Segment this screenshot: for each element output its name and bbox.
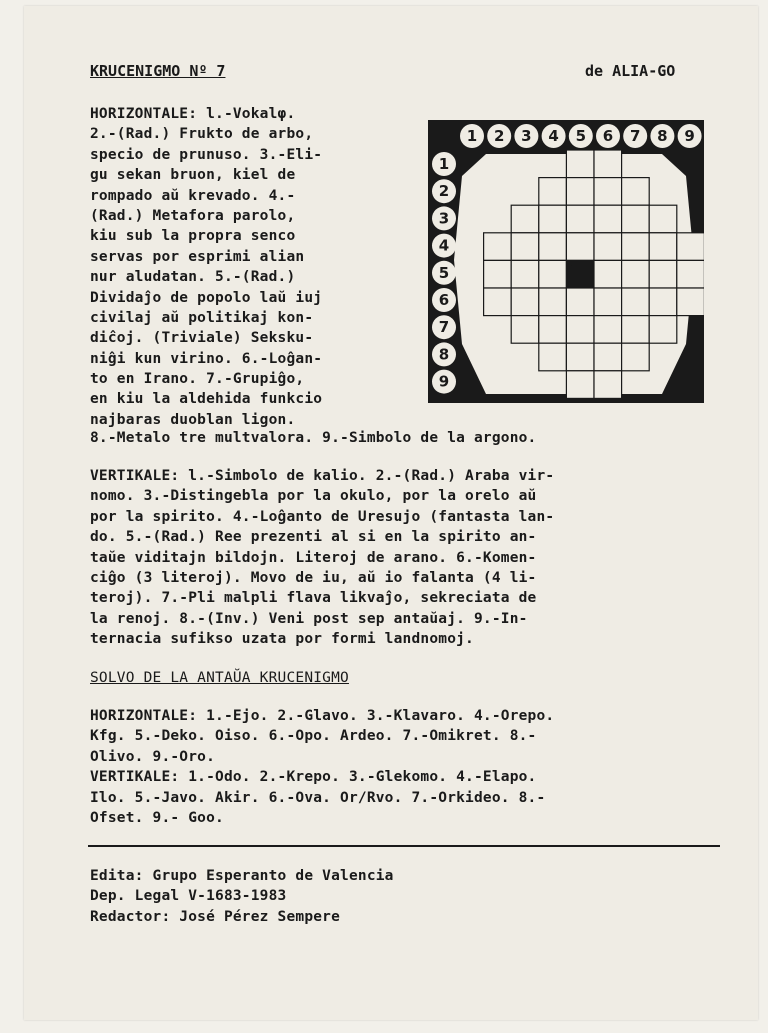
grid-cell bbox=[649, 260, 677, 288]
grid-cell bbox=[539, 316, 567, 344]
author: de ALIA-GO bbox=[585, 62, 676, 80]
clue-line: teroj). 7.-Pli malpli flava likvaĵo, sekreciata de bbox=[90, 590, 537, 607]
column-number: 1 bbox=[466, 127, 478, 145]
grid-cell bbox=[594, 150, 622, 178]
grid-cell bbox=[566, 233, 594, 261]
clue-line: kiu sub la propra senco bbox=[90, 228, 296, 245]
grid-cell bbox=[484, 288, 512, 316]
clue-line: por la spirito. 4.-Loĝanto de Uresujo (fantasta lan- bbox=[90, 508, 555, 525]
row-number: 3 bbox=[438, 209, 450, 228]
solvo-line: Ilo. 5.-Javo. Akir. 6.-Ova. Or/Rvo. 7.-Orkideo. 8.- bbox=[90, 789, 546, 806]
grid-cell bbox=[539, 343, 567, 371]
grid-cell bbox=[566, 178, 594, 206]
clue-line: to en Irano. 7.-Grupiĝo, bbox=[90, 371, 305, 388]
clue-line: do. 5.-(Rad.) Ree prezenti al si en la spirito an- bbox=[90, 529, 537, 546]
horizontale-clues bbox=[90, 104, 414, 430]
column-number: 4 bbox=[548, 127, 559, 145]
grid-cell bbox=[622, 178, 650, 206]
solvo-line: Ofset. 9.- Goo. bbox=[90, 809, 224, 826]
clue-line: nomo. 3.-Distingebla por la okulo, por la orelo aŭ bbox=[90, 488, 537, 505]
grid-cell bbox=[539, 233, 567, 261]
row-number: 9 bbox=[438, 372, 450, 391]
footer bbox=[90, 866, 394, 927]
grid-cell bbox=[566, 150, 594, 178]
grid-cell bbox=[566, 316, 594, 344]
clue-line: VERTIKALE: l.-Simbolo de kalio. 2.-(Rad.) Araba vir- bbox=[90, 468, 555, 484]
clue-line: Dividaĵo de popolo laŭ iuj bbox=[90, 289, 323, 306]
grid-cell bbox=[649, 316, 677, 344]
clue-line: HORIZONTALE: l.-Vokalφ. bbox=[90, 106, 296, 122]
clue-line: gu sekan bruon, kiel de bbox=[90, 167, 296, 184]
grid-cell bbox=[511, 260, 539, 288]
puzzle-title: KRUCENIGMO Nº 7 bbox=[90, 62, 226, 80]
grid-cell bbox=[566, 371, 594, 399]
grid-cell bbox=[566, 205, 594, 233]
grid-cell bbox=[649, 288, 677, 316]
row-number: 6 bbox=[438, 291, 450, 309]
clue-line: diĉoj. (Triviale) Seksku- bbox=[90, 330, 314, 347]
grid-cell bbox=[566, 343, 594, 371]
clue-line: specio de prunuso. 3.-Eli- bbox=[90, 146, 323, 163]
grid-cell bbox=[511, 233, 539, 261]
clue-line: rompado aŭ krevado. 4.- bbox=[90, 187, 296, 204]
clue-line: niĝi kun virino. 6.-Loĝan- bbox=[90, 350, 323, 367]
clue-line: 2.-(Rad.) Frukto de arbo, bbox=[90, 126, 314, 143]
grid-cell bbox=[511, 316, 539, 344]
grid-cell bbox=[677, 233, 704, 261]
grid-cell bbox=[649, 205, 677, 233]
clue-line: la renoj. 8.-(Inv.) Veni post sep antaŭaj. 9.-In- bbox=[90, 610, 528, 627]
row-number: 2 bbox=[438, 182, 450, 201]
clue-line: taŭe viditajn bildojn. Literoj de arano. 6.-Komen- bbox=[90, 549, 537, 566]
grid-cell bbox=[622, 316, 650, 344]
grid-cell bbox=[622, 343, 650, 371]
row-numbers bbox=[432, 152, 456, 394]
column-numbers bbox=[460, 124, 702, 148]
row-number: 4 bbox=[438, 236, 450, 255]
column-number: 3 bbox=[521, 127, 532, 145]
grid-cell bbox=[594, 260, 622, 288]
grid-cell bbox=[594, 343, 622, 371]
clue-line: en kiu la aldehida funkcio bbox=[90, 391, 323, 408]
grid-cell bbox=[511, 288, 539, 316]
clue-line: najbaras duoblan ligon. bbox=[90, 411, 296, 428]
grid-cell bbox=[484, 260, 512, 288]
grid-cell bbox=[594, 288, 622, 316]
footer-line: Redactor: José Pérez Sempere bbox=[90, 908, 341, 925]
row-number: 7 bbox=[438, 318, 450, 337]
solvo-title: SOLVO DE LA ANTAŬA KRUCENIGMO bbox=[90, 670, 349, 686]
clue-line: servas por esprimi alian bbox=[90, 248, 305, 265]
row-number: 5 bbox=[438, 263, 450, 282]
column-number: 9 bbox=[684, 127, 695, 145]
clue-line: ternacia sufikso uzata por formi landnomoj. bbox=[90, 631, 474, 648]
grid-cell bbox=[622, 205, 650, 233]
center-block bbox=[571, 265, 589, 283]
grid-cell bbox=[622, 233, 650, 261]
column-number: 6 bbox=[602, 127, 614, 145]
grid-cell bbox=[594, 233, 622, 261]
solvo-line: VERTIKALE: 1.-Odo. 2.-Krepo. 3.-Glekomo. 4.-Elapo. bbox=[90, 769, 537, 786]
row-number: 1 bbox=[438, 155, 450, 173]
grid-cell bbox=[539, 205, 567, 233]
grid-cell bbox=[539, 178, 567, 206]
grid-cell bbox=[594, 371, 622, 399]
grid-cell bbox=[622, 260, 650, 288]
clue-line: civilaj aŭ politikaj kon- bbox=[90, 309, 314, 326]
horizontale-last-line: 8.-Metalo tre multvalora. 9.-Simbolo de la argono. bbox=[90, 430, 537, 446]
footer-line: Dep. Legal V-1683-1983 bbox=[90, 888, 287, 905]
column-number: 2 bbox=[493, 127, 505, 145]
solvo-lines bbox=[90, 706, 722, 828]
column-number: 8 bbox=[657, 127, 668, 145]
column-number: 5 bbox=[575, 127, 587, 145]
grid-cell bbox=[539, 260, 567, 288]
vertikale-clues bbox=[90, 466, 722, 650]
grid-cell bbox=[566, 288, 594, 316]
grid-cell bbox=[594, 178, 622, 206]
grid-cell bbox=[677, 288, 704, 316]
grid-cell bbox=[484, 233, 512, 261]
grid-cell bbox=[539, 288, 567, 316]
grid-cell bbox=[511, 205, 539, 233]
column-number: 7 bbox=[629, 127, 641, 145]
grid-cell bbox=[677, 260, 704, 288]
grid-cell bbox=[649, 233, 677, 261]
solvo-line: HORIZONTALE: 1.-Ejo. 2.-Glavo. 3.-Klavaro. 4.-Orepo. bbox=[90, 708, 555, 724]
grid-cell bbox=[594, 205, 622, 233]
clue-line: (Rad.) Metafora parolo, bbox=[90, 207, 296, 224]
row-number: 8 bbox=[438, 345, 450, 364]
clue-line: nur aludatan. 5.-(Rad.) bbox=[90, 269, 296, 286]
grid-cell bbox=[622, 288, 650, 316]
solvo-line: Olivo. 9.-Oro. bbox=[90, 748, 216, 765]
solvo-line: Kfg. 5.-Deko. Oiso. 6.-Opo. Ardeo. 7.-Omikret. 8.- bbox=[90, 728, 537, 745]
footer-line: Edita: Grupo Esperanto de Valencia bbox=[90, 868, 394, 884]
crossword-grid bbox=[428, 120, 704, 403]
grid-cell bbox=[594, 316, 622, 344]
footer-divider bbox=[88, 845, 720, 847]
clue-line: ciĝo (3 literoj). Movo de iu, aŭ io falanta (4 li- bbox=[90, 569, 537, 586]
